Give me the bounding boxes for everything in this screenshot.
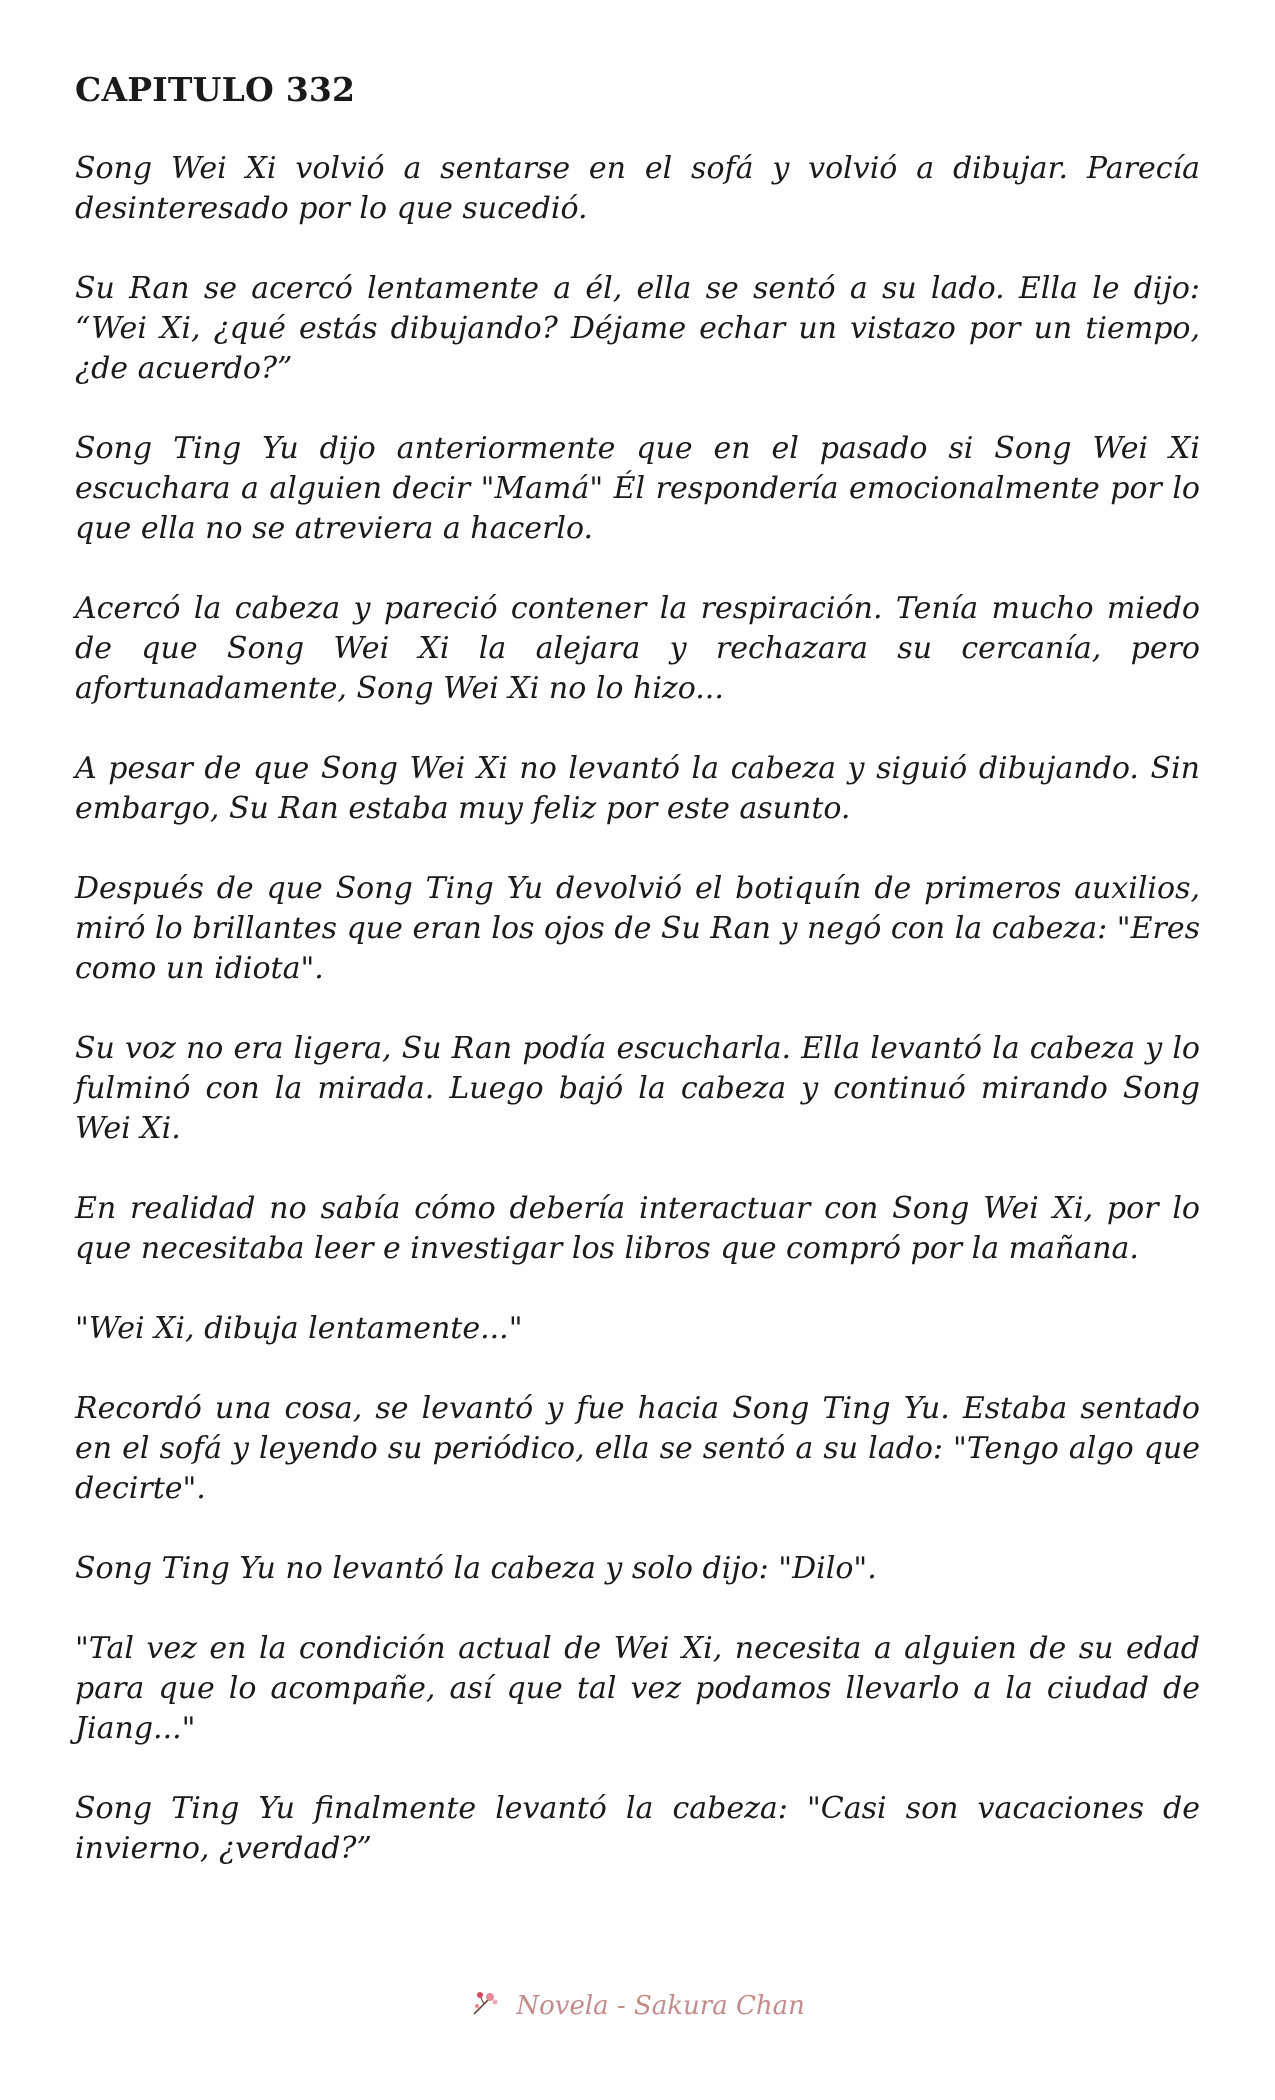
document-page: [75, 70, 1200, 1909]
paragraph: Song Ting Yu finalmente levantó la cabeza: "Casi son vacaciones de invierno, ¿verdad?”: [75, 1791, 1200, 1866]
paragraph: A pesar de que Song Wei Xi no levantó la cabeza y siguió dibujando. Sin embargo, Su Ran estaba muy feliz por este asunto.: [75, 751, 1200, 826]
paragraph: En realidad no sabía cómo debería interactuar con Song Wei Xi, por lo que necesitaba leer e investigar los libros que compró por la mañana.: [75, 1191, 1200, 1266]
footer-text: Novela - Sakura Chan: [516, 1991, 805, 2021]
paragraph: Acercó la cabeza y pareció contener la respiración. Tenía mucho miedo de que Song Wei Xi la alejara y rechazara su cercanía, pero afortunadamente, Song Wei Xi no lo hizo...: [75, 591, 1200, 706]
paragraph: Song Wei Xi volvió a sentarse en el sofá y volvió a dibujar. Parecía desinteresado por lo que sucedió.: [75, 151, 1200, 226]
chapter-body: [75, 149, 1200, 1869]
paragraph: Después de que Song Ting Yu devolvió el botiquín de primeros auxilios, miró lo brillantes que eran los ojos de Su Ran y negó con la cabeza: "Eres como un idiota".: [75, 871, 1200, 986]
footer-watermark: [0, 1988, 1275, 2021]
paragraph: Recordó una cosa, se levantó y fue hacia Song Ting Yu. Estaba sentado en el sofá y leyendo su periódico, ella se sentó a su lado: "Tengo algo que decirte".: [75, 1391, 1200, 1506]
paragraph: "Wei Xi, dibuja lentamente...": [75, 1311, 523, 1346]
paragraph: Su voz no era ligera, Su Ran podía escucharla. Ella levantó la cabeza y lo fulminó con la mirada. Luego bajó la cabeza y continuó mirando Song Wei Xi.: [75, 1031, 1200, 1146]
paragraph: Su Ran se acercó lentamente a él, ella se sentó a su lado. Ella le dijo: “Wei Xi, ¿qué estás dibujando? Déjame echar un vistazo por un tiempo, ¿de acuerdo?”: [75, 271, 1200, 386]
paragraph: Song Ting Yu dijo anteriormente que en el pasado si Song Wei Xi escuchara a alguien decir "Mamá" Él respondería emocionalmente por lo que ella no se atreviera a hacerlo.: [75, 431, 1200, 546]
chapter-title: CAPITULO 332: [75, 70, 356, 109]
paragraph: Song Ting Yu no levantó la cabeza y solo dijo: "Dilo".: [75, 1551, 877, 1586]
paragraph: "Tal vez en la condición actual de Wei Xi, necesita a alguien de su edad para que lo acompañe, así que tal vez podamos llevarlo a la ciudad de Jiang...": [75, 1631, 1200, 1746]
sakura-flower-icon: [470, 1988, 502, 2020]
